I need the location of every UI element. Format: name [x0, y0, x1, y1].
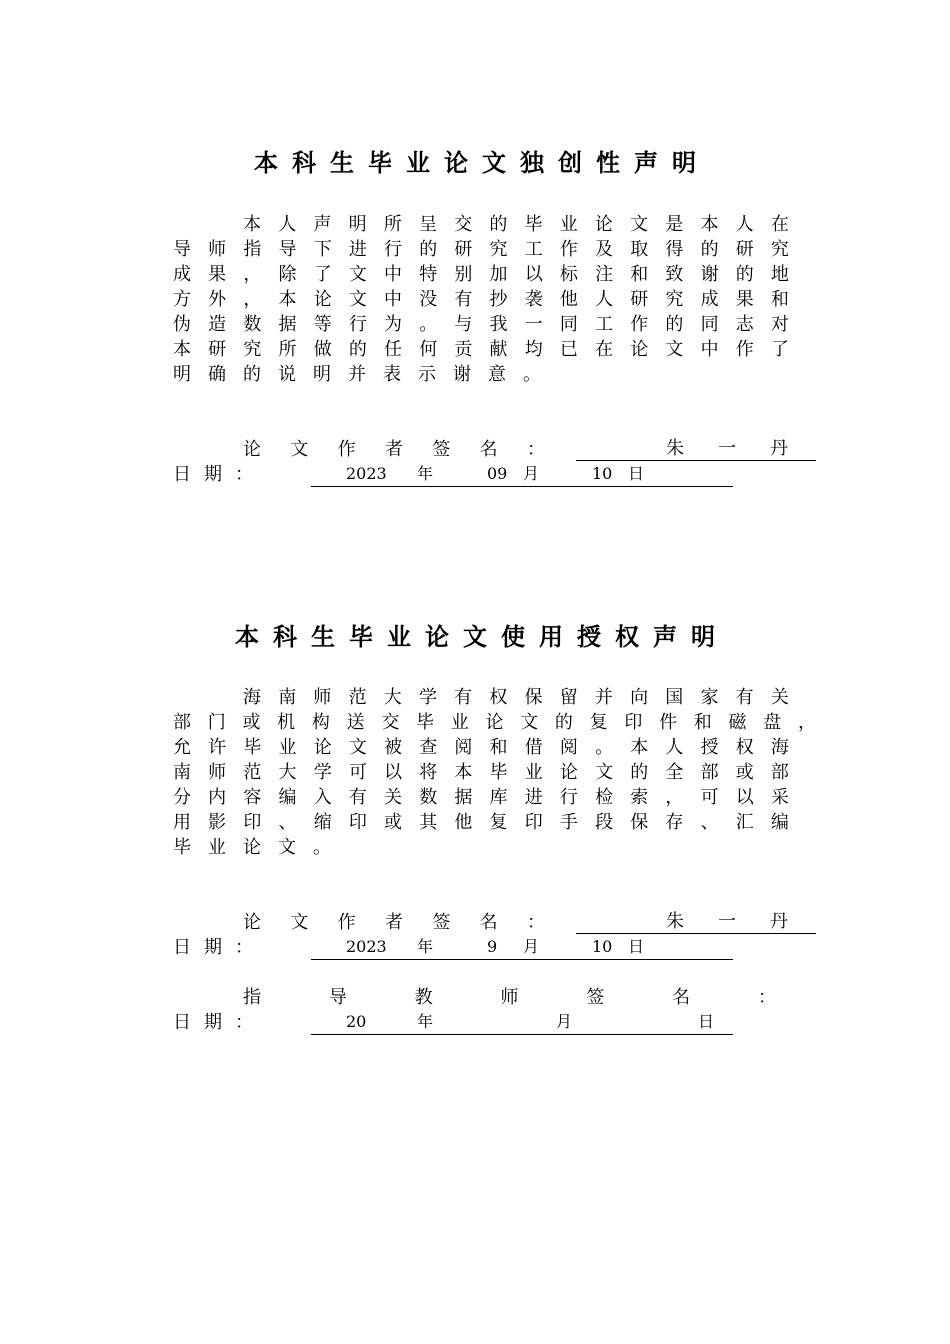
author-signature-label: 论 文 作 者 签 名 ：: [243, 439, 545, 460]
date-year-unit: 年: [417, 937, 434, 956]
advisor-date-day-unit: 日: [698, 1012, 715, 1031]
advisor-date-year: 20: [346, 1012, 367, 1031]
paragraph-line: 海 南 师 范 大 学 有 权 保 留 并 向 国 家 有 关: [243, 687, 789, 708]
paragraph-line: 毕 业 论 文 。: [173, 837, 331, 858]
paragraph-line: 成 果 ， 除 了 文 中 特 别 加 以 标 注 和 致 谢 的 地: [173, 264, 789, 285]
date-month: 9: [487, 937, 498, 956]
paragraph-line: 南 师 范 大 学 可 以 将 本 毕 业 论 文 的 全 部 或 部: [173, 762, 789, 783]
paragraph-line: 允 许 毕 业 论 文 被 查 阅 和 借 阅 。 本 人 授 权 海: [173, 737, 789, 758]
paragraph-line: 用 影 印 、 缩 印 或 其 他 复 印 手 段 保 存 、 汇 编: [173, 812, 789, 833]
paragraph-line: 导 师 指 导 下 进 行 的 研 究 工 作 及 取 得 的 研 究: [173, 239, 789, 260]
paragraph-line: 本 研 究 所 做 的 任 何 贡 献 均 已 在 论 文 中 作 了: [173, 339, 789, 360]
date-year-unit: 年: [417, 464, 434, 483]
advisor-signature-label: 指 导 教 师 签 名 ：: [243, 987, 776, 1008]
paragraph-line: 明 确 的 说 明 并 表 示 谢 意 。: [173, 364, 541, 385]
paragraph-line: 方 外 ， 本 论 文 中 没 有 抄 袭 他 人 研 究 成 果 和: [173, 289, 789, 310]
date-day: 10: [592, 464, 613, 483]
authorization-declaration-title: 本科生毕业论文使用授权声明: [235, 623, 729, 651]
advisor-date-month-unit: 月: [556, 1012, 573, 1031]
date-year: 2023: [346, 937, 387, 956]
date-day-unit: 日: [628, 464, 645, 483]
paragraph-line: 部 门 或 机 构 送 交 毕 业 论 文 的 复 印 件 和 磁 盘 ，: [173, 712, 816, 733]
advisor-date-label: 日 期 ：: [173, 1012, 253, 1033]
date-year: 2023: [346, 464, 387, 483]
paragraph-line: 分 内 容 编 入 有 关 数 据 库 进 行 检 索 ， 可 以 采: [173, 787, 789, 808]
date-day-unit: 日: [628, 937, 645, 956]
date-label: 日 期 ：: [173, 464, 253, 485]
signature-date: [311, 462, 733, 487]
date-day: 10: [592, 937, 613, 956]
signature-date: [311, 935, 733, 960]
date-month-unit: 月: [523, 937, 540, 956]
date-label: 日 期 ：: [173, 937, 253, 958]
author-signature-name: 朱 一 丹: [576, 437, 816, 461]
paragraph-line: 本 人 声 明 所 呈 交 的 毕 业 论 文 是 本 人 在: [243, 214, 789, 235]
author-signature-name: 朱 一 丹: [576, 910, 816, 934]
date-month-unit: 月: [523, 464, 540, 483]
originality-declaration-title: 本科生毕业论文独创性声明: [254, 149, 710, 177]
date-month: 09: [487, 464, 508, 483]
author-signature-label: 论 文 作 者 签 名 ：: [243, 912, 545, 933]
advisor-signature-date: [311, 1010, 733, 1035]
paragraph-line: 伪 造 数 据 等 行 为 。 与 我 一 同 工 作 的 同 志 对: [173, 314, 789, 335]
advisor-date-year-unit: 年: [417, 1012, 434, 1031]
